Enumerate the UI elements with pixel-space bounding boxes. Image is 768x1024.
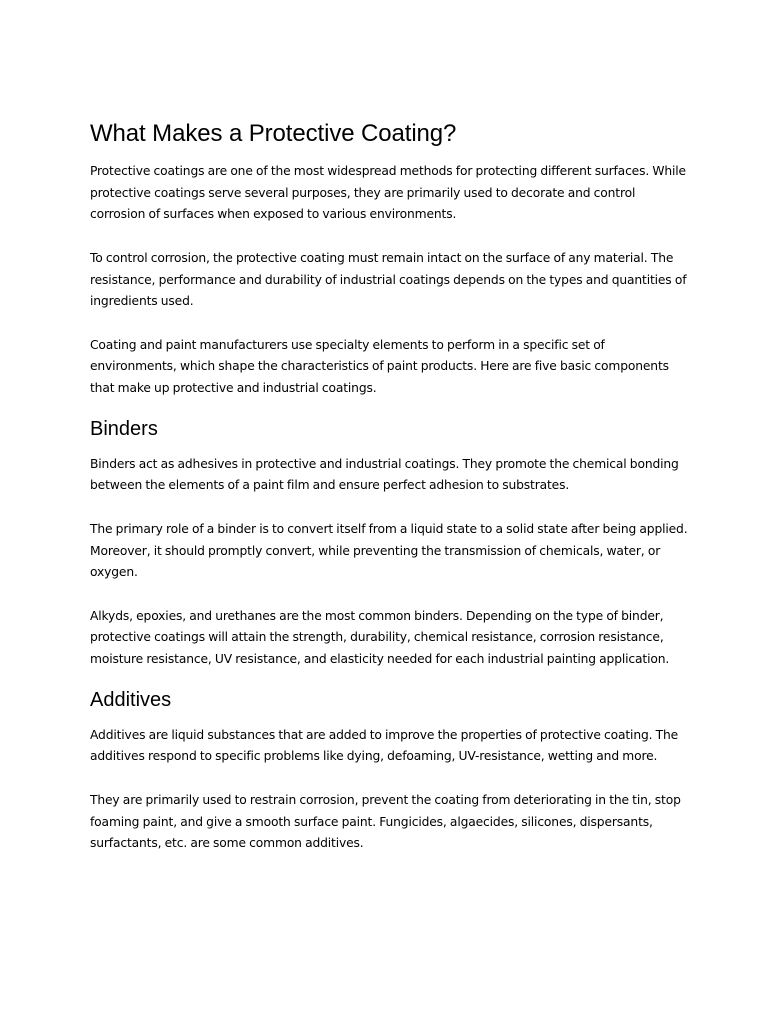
intro-paragraph-1: Protective coatings are one of the most widespread methods for protecting different surfaces. While protective coatings serve several purposes, they are primarily used to decorate and control corrosion of surfaces when exposed to various environments. [90,164,686,222]
additives-paragraph-2: They are primarily used to restrain corrosion, prevent the coating from deteriorating in the tin, stop foaming paint, and give a smooth surface paint. Fungicides, algaecides, silicones, dispersants, surfactants, etc. are some common additives. [90,792,681,851]
intro-paragraph-2: To control corrosion, the protective coating must remain intact on the surface of any material. The resistance, performance and durability of industrial coatings depends on the types and quantities of ingredients used. [90,250,687,309]
section-heading-binders: Binders [90,417,158,440]
binders-paragraph-3: Alkyds, epoxies, and urethanes are the most common binders. Depending on the type of binder, protective coatings will attain the strength, durability, chemical resistance, corrosion resistance, moisture resistance, UV resistance, and elasticity needed for each industrial painting application. [90,608,670,666]
additives-paragraph-1: Additives are liquid substances that are added to improve the properties of protective coating. The additives respond to specific problems like dying, defoaming, UV-resistance, wetting and more. [90,727,679,764]
page-title: What Makes a Protective Coating? [90,120,457,147]
section-heading-additives: Additives [90,688,172,711]
intro-paragraph-3: Coating and paint manufacturers use specialty elements to perform in a specific set of environments, which shape the characteristics of paint products. Here are five basic components that make up protective and industrial coatings. [90,337,669,395]
binders-paragraph-2: The primary role of a binder is to convert itself from a liquid state to a solid state after being applied. Moreover, it should promptly convert, while preventing the transmission of chemicals, water, or oxygen. [90,521,688,580]
binders-paragraph-1: Binders act as adhesives in protective and industrial coatings. They promote the chemical bonding between the elements of a paint film and ensure perfect adhesion to substrates. [90,456,679,493]
document-page [90,116,690,855]
